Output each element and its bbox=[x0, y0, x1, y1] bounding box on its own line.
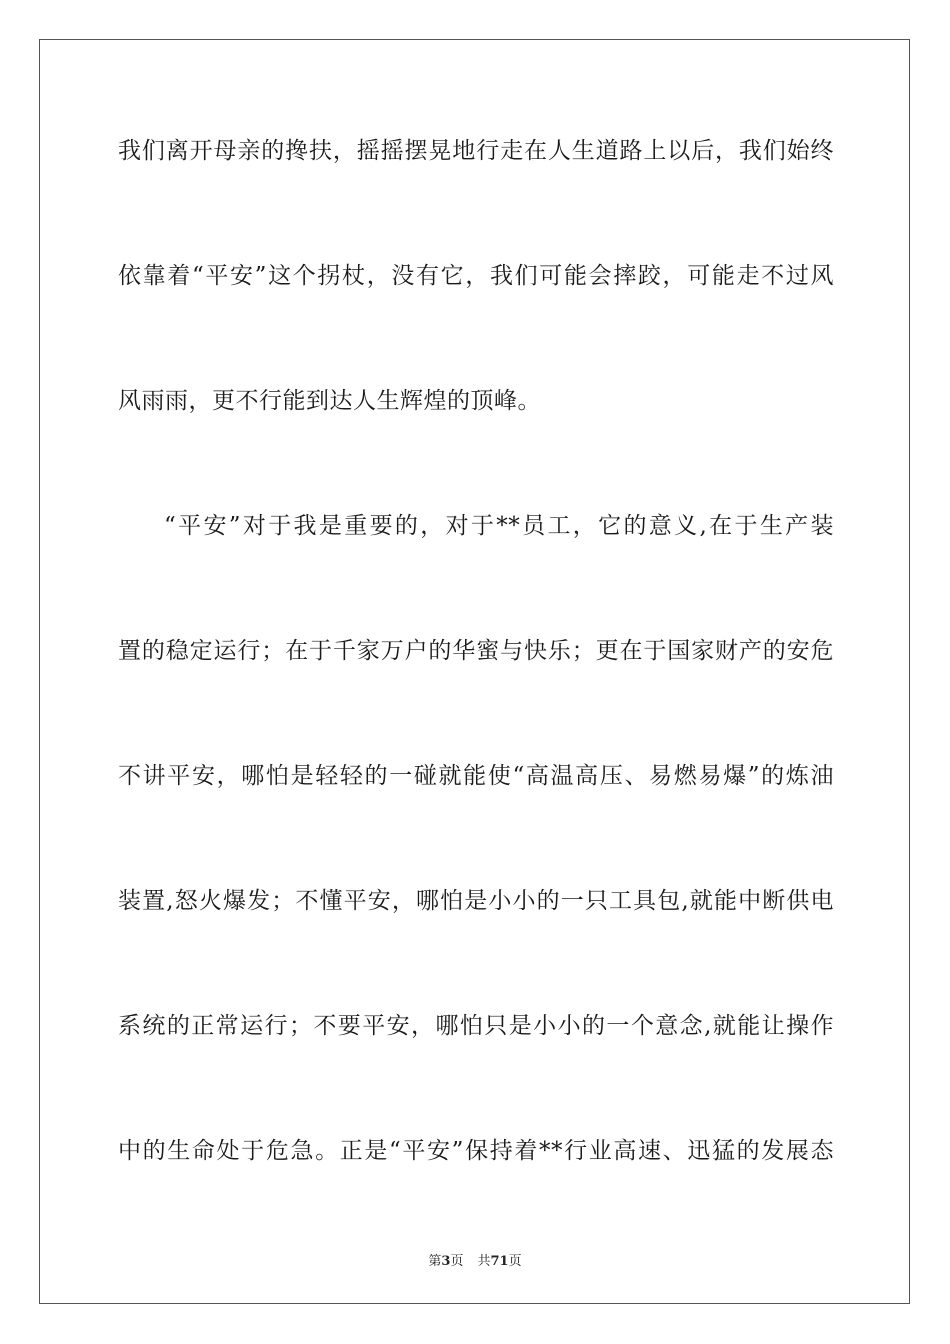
paragraph-line: 中的生命处于危急。正是“平安”保持着**行业高速、迅猛的发展态 bbox=[118, 1138, 834, 1164]
paragraph-line: 我们离开母亲的搀扶，摇摇摆晃地行走在人生道路上以后，我们始终 bbox=[118, 138, 834, 164]
paragraph-line: 置的稳定运行；在于千家万户的华蜜与快乐；更在于国家财产的安危 bbox=[118, 638, 834, 664]
paragraph-line: 不讲平安，哪怕是轻轻的一碰就能使“高温高压、易燃易爆”的炼油 bbox=[118, 763, 834, 789]
paragraph-line: 风雨雨，更不行能到达人生辉煌的顶峰。 bbox=[118, 388, 541, 414]
document-body bbox=[118, 126, 834, 1251]
page-prefix: 第 bbox=[428, 1254, 442, 1269]
paragraph-line: 依靠着“平安”这个拐杖，没有它，我们可能会摔跤，可能走不过风 bbox=[118, 263, 834, 289]
page-footer bbox=[0, 1250, 950, 1269]
total-suffix: 页 bbox=[508, 1254, 522, 1269]
page-suffix: 页 bbox=[450, 1254, 464, 1269]
paragraph-line: 系统的正常运行；不要平安，哪怕只是小小的一个意念,就能让操作 bbox=[118, 1013, 834, 1039]
total-pages: 71 bbox=[490, 1254, 509, 1269]
paragraph-line: “平安”对于我是重要的，对于**员工，它的意义,在于生产装 bbox=[164, 513, 834, 539]
page-number: 3 bbox=[441, 1254, 451, 1269]
total-prefix: 共 bbox=[477, 1254, 491, 1269]
paragraph-line: 装置,怒火爆发；不懂平安，哪怕是小小的一只工具包,就能中断供电 bbox=[118, 888, 834, 914]
